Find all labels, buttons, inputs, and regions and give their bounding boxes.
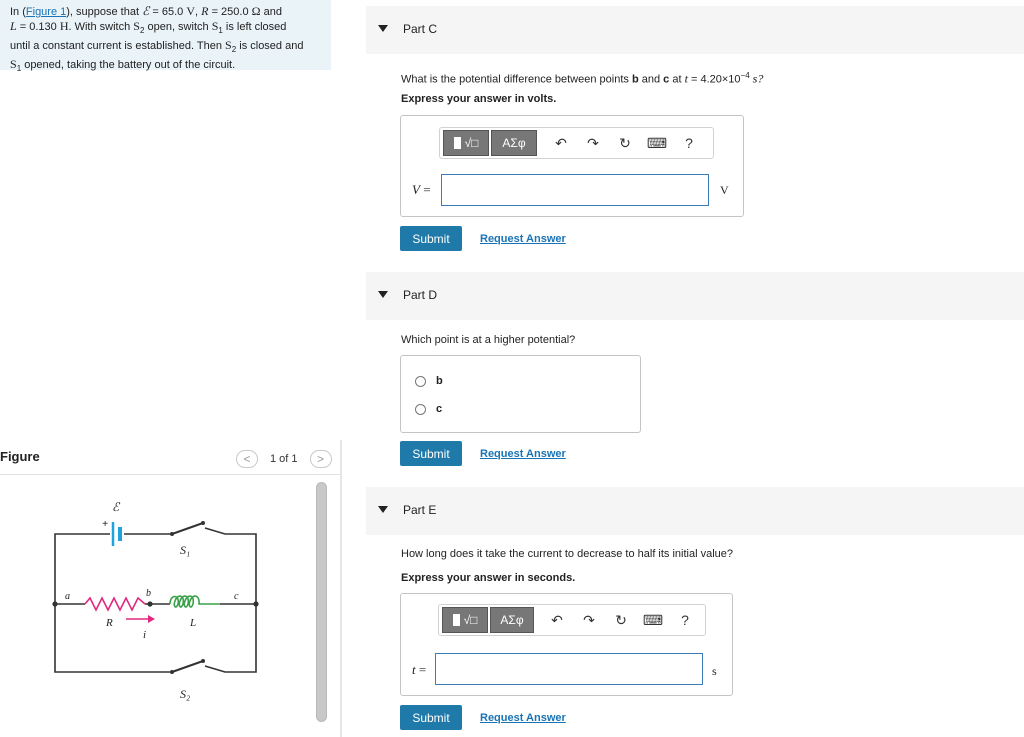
- figure-prev-button[interactable]: <: [236, 450, 258, 468]
- part-c-math-toolbar: [439, 127, 714, 159]
- figure-scrollbar[interactable]: [316, 482, 327, 722]
- part-e-request-answer-link[interactable]: Request Answer: [480, 712, 566, 724]
- label-i: i: [143, 629, 147, 641]
- part-d-request-answer-link[interactable]: Request Answer: [480, 448, 566, 460]
- part-d-options-box: [400, 355, 641, 433]
- node-c: [253, 601, 258, 606]
- inductor-coil: [170, 596, 220, 607]
- problem-line-1: In (Figure 1), suppose that ℰ = 65.0 V, R = 250.0 Ω and: [10, 4, 282, 18]
- radio-button[interactable]: [415, 404, 426, 415]
- label-L: L: [190, 617, 197, 629]
- problem-line-3: until a constant current is established. Then $S_2$ is closed and: [10, 38, 304, 55]
- switch-s1: [172, 523, 203, 534]
- part-e-question: How long does it take the current to decrease to half its initial value?: [401, 548, 734, 560]
- templates-button[interactable]: √□: [443, 130, 489, 156]
- part-c-request-answer-link[interactable]: Request Answer: [480, 233, 566, 245]
- keyboard-icon[interactable]: ⌨: [642, 611, 664, 628]
- option-b[interactable]: b: [415, 375, 443, 387]
- figure-count: 1 of 1: [270, 453, 298, 465]
- part-d-submit-button[interactable]: Submit: [400, 441, 462, 466]
- part-c-unit: V: [720, 183, 729, 197]
- radio-button[interactable]: [415, 376, 426, 387]
- part-e-submit-button[interactable]: Submit: [400, 705, 462, 730]
- label-b: b: [146, 588, 151, 599]
- circuit-diagram: [40, 492, 270, 712]
- resistor-zigzag: [85, 598, 145, 610]
- reset-icon[interactable]: ↻: [619, 134, 631, 151]
- redo-icon[interactable]: ↷: [583, 611, 595, 628]
- undo-icon[interactable]: ↶: [551, 611, 563, 628]
- part-e-answer-input[interactable]: [435, 653, 703, 685]
- part-e-header[interactable]: [366, 487, 1024, 535]
- templates-button[interactable]: √□: [442, 607, 488, 633]
- collapse-triangle-icon[interactable]: [378, 291, 388, 298]
- part-d-title: Part D: [403, 288, 438, 302]
- problem-line-2: L = 0.130 H. With switch $S_2$ open, switch $S_1$ is left closed: [10, 19, 287, 36]
- symbols-button[interactable]: ΑΣφ: [491, 130, 537, 156]
- current-arrow-head: [148, 615, 155, 623]
- node-a: [52, 601, 57, 606]
- figure-link[interactable]: Figure 1: [25, 6, 67, 18]
- part-c-answer-input[interactable]: [441, 174, 709, 206]
- part-e-instruction: Express your answer in seconds.: [401, 572, 576, 584]
- part-d-header[interactable]: [366, 272, 1024, 320]
- part-e-math-toolbar: [438, 604, 706, 636]
- figure-heading: Figure: [0, 449, 40, 464]
- part-c-variable-label: V =: [412, 182, 431, 197]
- part-c-question: What is the potential difference between points b and c at $t = 4.20\times 10^{-4}$ s?: [401, 71, 764, 86]
- label-s2: S₂: [180, 687, 191, 701]
- label-emf: ℰ: [112, 500, 120, 514]
- part-e-unit: s: [712, 664, 717, 678]
- problem-line-4: $S_1$ opened, taking the battery out of the circuit.: [10, 57, 236, 74]
- help-icon[interactable]: ?: [685, 135, 693, 151]
- wire-left-top: [55, 534, 110, 604]
- wire-right-bottom: [205, 604, 256, 672]
- label-R: R: [106, 617, 113, 629]
- part-e-answer-box: [400, 593, 733, 696]
- problem-statement: [0, 0, 331, 74]
- switch-s1-contact: [201, 521, 205, 525]
- label-c: c: [234, 591, 239, 602]
- node-b: [147, 601, 152, 606]
- label-a: a: [65, 591, 70, 602]
- part-d-question: Which point is at a higher potential?: [401, 334, 576, 346]
- part-e-variable-label: t =: [412, 662, 427, 677]
- column-divider: [340, 440, 342, 737]
- switch-s2-pivot: [170, 670, 174, 674]
- part-c-title: Part C: [403, 22, 438, 36]
- option-c[interactable]: c: [415, 403, 442, 415]
- redo-icon[interactable]: ↷: [587, 134, 599, 151]
- switch-s1-pivot: [170, 532, 174, 536]
- part-c-submit-button[interactable]: Submit: [400, 226, 462, 251]
- figure-pager: [236, 450, 332, 468]
- wire-left-bottom: [55, 604, 170, 672]
- collapse-triangle-icon[interactable]: [378, 25, 388, 32]
- part-c-instruction: Express your answer in volts.: [401, 93, 557, 105]
- part-c-header[interactable]: [366, 6, 1024, 54]
- help-icon[interactable]: ?: [681, 612, 689, 628]
- symbols-button[interactable]: ΑΣφ: [490, 607, 534, 633]
- part-c-answer-box: [400, 115, 744, 217]
- figure-next-button[interactable]: >: [310, 450, 332, 468]
- reset-icon[interactable]: ↻: [615, 611, 627, 628]
- label-s1: S₁: [180, 543, 191, 557]
- part-e-title: Part E: [403, 503, 437, 517]
- keyboard-icon[interactable]: ⌨: [646, 134, 668, 151]
- undo-icon[interactable]: ↶: [555, 134, 567, 151]
- switch-s2-contact: [201, 659, 205, 663]
- collapse-triangle-icon[interactable]: [378, 506, 388, 513]
- figure-divider: [0, 474, 342, 475]
- switch-s2: [172, 661, 203, 672]
- wire-right-top: [205, 528, 256, 604]
- label-plus: +: [102, 518, 109, 530]
